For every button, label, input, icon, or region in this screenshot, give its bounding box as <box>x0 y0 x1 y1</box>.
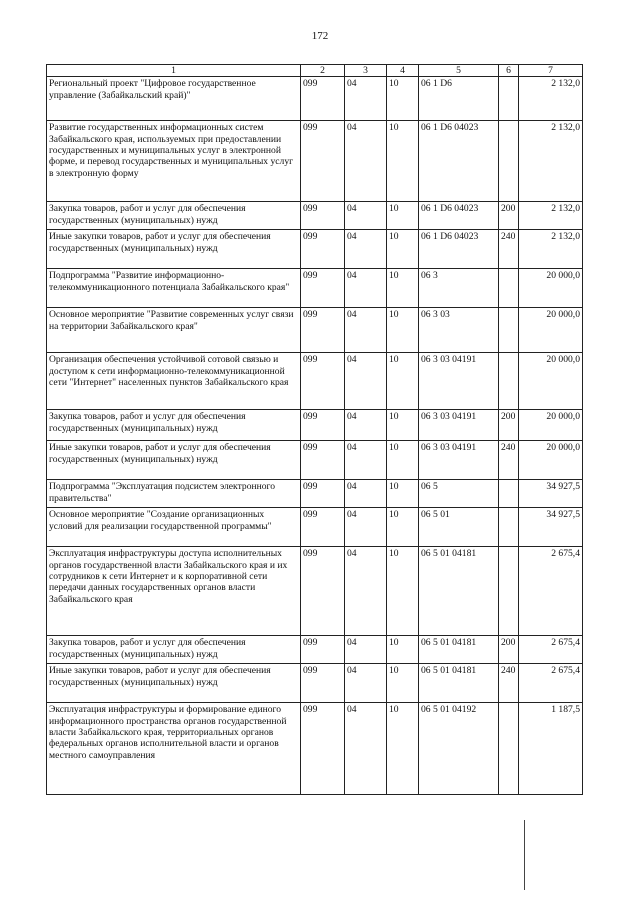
row-name: Развитие государственных информационных систем Забайкальского края, используемых при предоставлении государственных и муниципальных услуг в электронной форме, и перевод государственных и муниципальных услуг в электронную форму <box>47 121 301 202</box>
row-code-5: 06 1 D6 04023 <box>419 202 499 230</box>
row-code-5: 06 3 03 <box>419 308 499 353</box>
column-header: 4 <box>387 65 419 77</box>
row-name: Иные закупки товаров, работ и услуг для обеспечения государственных (муниципальных) нужд <box>47 441 301 480</box>
row-amount: 34 927,5 <box>519 480 583 508</box>
budget-table <box>46 64 583 795</box>
row-code-3: 04 <box>345 664 387 703</box>
page-number: 172 <box>311 30 329 42</box>
row-code-5: 06 3 03 04191 <box>419 353 499 410</box>
row-code-3: 04 <box>345 636 387 664</box>
row-name: Основное мероприятие "Создание организационных условий для реализации государственной программы" <box>47 508 301 547</box>
row-name: Иные закупки товаров, работ и услуг для обеспечения государственных (муниципальных) нужд <box>47 664 301 703</box>
row-name: Иные закупки товаров, работ и услуг для обеспечения государственных (муниципальных) нужд <box>47 230 301 269</box>
row-code-2: 099 <box>301 664 345 703</box>
row-amount: 2 132,0 <box>519 230 583 269</box>
row-code-6 <box>499 308 519 353</box>
table-row <box>47 508 583 547</box>
row-code-6: 240 <box>499 664 519 703</box>
row-code-3: 04 <box>345 547 387 636</box>
row-code-2: 099 <box>301 121 345 202</box>
row-code-4: 10 <box>387 547 419 636</box>
row-code-2: 099 <box>301 636 345 664</box>
row-code-6: 240 <box>499 441 519 480</box>
row-code-2: 099 <box>301 230 345 269</box>
row-code-5: 06 5 01 <box>419 508 499 547</box>
row-name: Закупка товаров, работ и услуг для обеспечения государственных (муниципальных) нужд <box>47 410 301 441</box>
row-code-2: 099 <box>301 308 345 353</box>
row-code-5: 06 5 01 04181 <box>419 636 499 664</box>
row-code-4: 10 <box>387 410 419 441</box>
row-code-5: 06 5 01 04192 <box>419 703 499 795</box>
row-code-6 <box>499 547 519 636</box>
row-name: Эксплуатация инфраструктуры доступа исполнительных органов государственной власти Забайкальского края и их сотрудников к сети Интернет и к корпоративной сети передачи данных государственных органов власти Забайкальского края <box>47 547 301 636</box>
row-code-2: 099 <box>301 441 345 480</box>
row-code-2: 099 <box>301 269 345 308</box>
row-amount: 2 132,0 <box>519 202 583 230</box>
row-amount: 20 000,0 <box>519 308 583 353</box>
row-code-4: 10 <box>387 353 419 410</box>
row-code-4: 10 <box>387 664 419 703</box>
row-name: Закупка товаров, работ и услуг для обеспечения государственных (муниципальных) нужд <box>47 202 301 230</box>
table-row <box>47 636 583 664</box>
row-code-5: 06 5 01 04181 <box>419 664 499 703</box>
table-row <box>47 480 583 508</box>
table-row <box>47 269 583 308</box>
row-code-6 <box>499 269 519 308</box>
row-amount: 34 927,5 <box>519 508 583 547</box>
row-code-6: 240 <box>499 230 519 269</box>
table-row <box>47 202 583 230</box>
row-code-5: 06 1 D6 04023 <box>419 121 499 202</box>
row-code-4: 10 <box>387 202 419 230</box>
row-code-5: 06 1 D6 <box>419 77 499 121</box>
row-amount: 2 675,4 <box>519 664 583 703</box>
row-code-6 <box>499 77 519 121</box>
row-code-5: 06 1 D6 04023 <box>419 230 499 269</box>
row-code-3: 04 <box>345 441 387 480</box>
table-row <box>47 410 583 441</box>
row-code-4: 10 <box>387 441 419 480</box>
table-row <box>47 547 583 636</box>
row-code-3: 04 <box>345 230 387 269</box>
row-amount: 1 187,5 <box>519 703 583 795</box>
row-amount: 2 675,4 <box>519 547 583 636</box>
row-code-6: 200 <box>499 636 519 664</box>
column-header: 2 <box>301 65 345 77</box>
row-code-6: 200 <box>499 410 519 441</box>
column-header: 3 <box>345 65 387 77</box>
row-code-3: 04 <box>345 308 387 353</box>
column-header: 6 <box>499 65 519 77</box>
row-code-4: 10 <box>387 636 419 664</box>
row-code-4: 10 <box>387 308 419 353</box>
table-row <box>47 353 583 410</box>
row-name: Закупка товаров, работ и услуг для обеспечения государственных (муниципальных) нужд <box>47 636 301 664</box>
row-amount: 20 000,0 <box>519 269 583 308</box>
row-code-6 <box>499 353 519 410</box>
row-code-3: 04 <box>345 121 387 202</box>
row-code-2: 099 <box>301 480 345 508</box>
row-code-3: 04 <box>345 410 387 441</box>
table-row <box>47 441 583 480</box>
row-code-2: 099 <box>301 703 345 795</box>
row-name: Организация обеспечения устойчивой сотовой связью и доступом к сети информационно-телекоммуникационной сети "Интернет" населенных пунктов Забайкальского края <box>47 353 301 410</box>
row-code-4: 10 <box>387 480 419 508</box>
table-row <box>47 664 583 703</box>
row-amount: 2 132,0 <box>519 77 583 121</box>
row-code-3: 04 <box>345 269 387 308</box>
row-code-4: 10 <box>387 703 419 795</box>
row-code-4: 10 <box>387 230 419 269</box>
row-name: Подпрограмма "Эксплуатация подсистем электронного правительства" <box>47 480 301 508</box>
table-row <box>47 77 583 121</box>
row-amount: 20 000,0 <box>519 410 583 441</box>
column-header: 5 <box>419 65 499 77</box>
row-amount: 2 675,4 <box>519 636 583 664</box>
row-code-3: 04 <box>345 480 387 508</box>
row-code-3: 04 <box>345 202 387 230</box>
row-code-2: 099 <box>301 547 345 636</box>
column-header: 1 <box>47 65 301 77</box>
row-amount: 20 000,0 <box>519 441 583 480</box>
row-name: Основное мероприятие "Развитие современных услуг связи на территории Забайкальского края" <box>47 308 301 353</box>
row-code-2: 099 <box>301 353 345 410</box>
row-code-5: 06 3 03 04191 <box>419 410 499 441</box>
row-code-2: 099 <box>301 77 345 121</box>
row-code-4: 10 <box>387 508 419 547</box>
row-amount: 20 000,0 <box>519 353 583 410</box>
row-name: Региональный проект "Цифровое государственное управление (Забайкальский край)" <box>47 77 301 121</box>
row-code-5: 06 3 <box>419 269 499 308</box>
table-row <box>47 121 583 202</box>
row-code-6 <box>499 480 519 508</box>
table-row <box>47 230 583 269</box>
column-header: 7 <box>519 65 583 77</box>
row-name: Эксплуатация инфраструктуры и формирование единого информационного пространства органов государственной власти Забайкальского края, территориальных органов федеральных органов исполнительной власти и органов местного самоуправления <box>47 703 301 795</box>
row-code-6 <box>499 508 519 547</box>
row-code-2: 099 <box>301 410 345 441</box>
row-code-4: 10 <box>387 77 419 121</box>
row-code-6 <box>499 121 519 202</box>
margin-rule-line <box>524 820 525 890</box>
row-code-6: 200 <box>499 202 519 230</box>
row-amount: 2 132,0 <box>519 121 583 202</box>
row-code-6 <box>499 703 519 795</box>
row-code-3: 04 <box>345 703 387 795</box>
row-code-3: 04 <box>345 77 387 121</box>
row-code-5: 06 3 03 04191 <box>419 441 499 480</box>
table-row <box>47 703 583 795</box>
row-code-5: 06 5 01 04181 <box>419 547 499 636</box>
row-code-4: 10 <box>387 269 419 308</box>
row-code-4: 10 <box>387 121 419 202</box>
row-code-2: 099 <box>301 202 345 230</box>
table-row <box>47 308 583 353</box>
row-code-5: 06 5 <box>419 480 499 508</box>
header-row <box>47 65 583 77</box>
row-code-2: 099 <box>301 508 345 547</box>
row-code-3: 04 <box>345 353 387 410</box>
row-name: Подпрограмма "Развитие информационно-телекоммуникационного потенциала Забайкальского края" <box>47 269 301 308</box>
row-code-3: 04 <box>345 508 387 547</box>
